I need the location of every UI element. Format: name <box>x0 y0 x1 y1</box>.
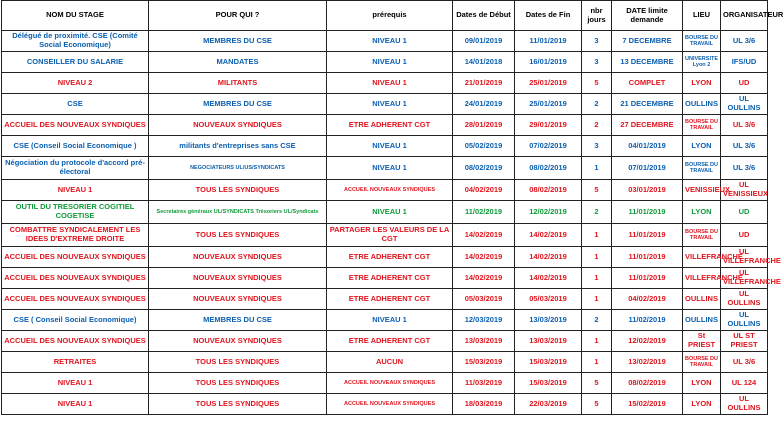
cell-prerequisite: ETRE ADHERENT CGT <box>327 289 453 310</box>
cell-start-date: 24/01/2019 <box>453 94 515 115</box>
cell-deadline: 13/02/2019 <box>612 352 683 373</box>
cell-end-date: 14/02/2019 <box>515 247 582 268</box>
cell-prerequisite: ETRE ADHERENT CGT <box>327 331 453 352</box>
cell-organizer: UL 3/6 <box>721 157 768 180</box>
cell-audience: militants d'entreprises sans CSE <box>149 136 327 157</box>
cell-stage-name: CSE (Conseil Social Economique ) <box>2 136 149 157</box>
cell-end-date: 13/03/2019 <box>515 331 582 352</box>
table-row <box>2 224 768 247</box>
cell-deadline: 21 DECEMBRE <box>612 94 683 115</box>
cell-audience: MEMBRES DU CSE <box>149 310 327 331</box>
cell-stage-name: NIVEAU 2 <box>2 73 149 94</box>
cell-location: BOURSE DU TRAVAIL <box>683 157 721 180</box>
cell-location: BOURSE DU TRAVAIL <box>683 31 721 52</box>
cell-deadline: 11/02/2019 <box>612 310 683 331</box>
cell-stage-name: CSE ( Conseil Social Economique) <box>2 310 149 331</box>
cell-prerequisite: AUCUN <box>327 352 453 373</box>
table-row <box>2 180 768 201</box>
cell-organizer: UL ST PRIEST <box>721 331 768 352</box>
cell-location: VILLEFRANCHE <box>683 247 721 268</box>
cell-organizer: UD <box>721 224 768 247</box>
cell-location: LYON <box>683 394 721 415</box>
table-row <box>2 394 768 415</box>
table-row <box>2 373 768 394</box>
table-row <box>2 352 768 373</box>
cell-stage-name: COMBATTRE SYNDICALEMENT LES IDEES D'EXTREME DROITE <box>2 224 149 247</box>
cell-organizer: UL VILLEFRANCHE <box>721 268 768 289</box>
cell-end-date: 12/02/2019 <box>515 201 582 224</box>
table-row <box>2 157 768 180</box>
cell-organizer: UL 3/6 <box>721 115 768 136</box>
cell-start-date: 18/03/2019 <box>453 394 515 415</box>
cell-start-date: 14/02/2019 <box>453 224 515 247</box>
cell-organizer: UL OULLINS <box>721 94 768 115</box>
cell-prerequisite: ACCUEIL NOUVEAUX SYNDIQUES <box>327 394 453 415</box>
table-row <box>2 115 768 136</box>
col-lieu: LIEU <box>683 1 721 31</box>
cell-stage-name: NIVEAU 1 <box>2 180 149 201</box>
cell-prerequisite: NIVEAU 1 <box>327 73 453 94</box>
col-pour-qui: POUR QUI ? <box>149 1 327 31</box>
col-nbr-jours: nbr jours <box>582 1 612 31</box>
cell-start-date: 12/03/2019 <box>453 310 515 331</box>
cell-prerequisite: ETRE ADHERENT CGT <box>327 115 453 136</box>
cell-deadline: 27 DECEMBRE <box>612 115 683 136</box>
cell-days: 2 <box>582 201 612 224</box>
cell-prerequisite: ETRE ADHERENT CGT <box>327 247 453 268</box>
cell-start-date: 05/03/2019 <box>453 289 515 310</box>
cell-location: OULLINS <box>683 310 721 331</box>
cell-stage-name: ACCUEIL DES NOUVEAUX SYNDIQUES <box>2 331 149 352</box>
cell-audience: TOUS LES SYNDIQUES <box>149 224 327 247</box>
header-row <box>2 1 768 31</box>
cell-end-date: 14/02/2019 <box>515 224 582 247</box>
cell-days: 1 <box>582 289 612 310</box>
cell-audience: TOUS LES SYNDIQUES <box>149 352 327 373</box>
cell-prerequisite: PARTAGER LES VALEURS DE LA CGT <box>327 224 453 247</box>
cell-location: LYON <box>683 73 721 94</box>
cell-stage-name: OUTIL DU TRESORIER COGITIEL COGETISE <box>2 201 149 224</box>
cell-stage-name: ACCUEIL DES NOUVEAUX SYNDIQUES <box>2 268 149 289</box>
cell-organizer: UL 3/6 <box>721 136 768 157</box>
cell-stage-name: NIVEAU 1 <box>2 373 149 394</box>
cell-end-date: 25/01/2019 <box>515 94 582 115</box>
cell-start-date: 13/03/2019 <box>453 331 515 352</box>
cell-days: 5 <box>582 73 612 94</box>
cell-days: 5 <box>582 394 612 415</box>
cell-deadline: 07/01/2019 <box>612 157 683 180</box>
cell-end-date: 15/03/2019 <box>515 373 582 394</box>
cell-organizer: UL 3/6 <box>721 31 768 52</box>
cell-days: 1 <box>582 157 612 180</box>
cell-end-date: 11/01/2019 <box>515 31 582 52</box>
cell-days: 1 <box>582 224 612 247</box>
cell-stage-name: CONSEILLER DU SALARIE <box>2 52 149 73</box>
cell-prerequisite: NIVEAU 1 <box>327 310 453 331</box>
cell-audience: TOUS LES SYNDIQUES <box>149 373 327 394</box>
cell-deadline: 11/01/2019 <box>612 247 683 268</box>
cell-prerequisite: ETRE ADHERENT CGT <box>327 268 453 289</box>
cell-start-date: 28/01/2019 <box>453 115 515 136</box>
cell-start-date: 14/02/2019 <box>453 247 515 268</box>
cell-audience: Secretaires généraux UL/SYNDICATS Trésoriers UL/Syndicats <box>149 201 327 224</box>
cell-deadline: 11/01/2019 <box>612 268 683 289</box>
cell-audience: TOUS LES SYNDIQUES <box>149 394 327 415</box>
table-row <box>2 289 768 310</box>
cell-prerequisite: ACCUEIL NOUVEAUX SYNDIQUES <box>327 180 453 201</box>
cell-organizer: UL 3/6 <box>721 352 768 373</box>
cell-organizer: UL VILLEFRANCHE <box>721 247 768 268</box>
cell-location: LYON <box>683 373 721 394</box>
cell-location: LYON <box>683 136 721 157</box>
cell-end-date: 07/02/2019 <box>515 136 582 157</box>
cell-end-date: 08/02/2019 <box>515 180 582 201</box>
cell-deadline: COMPLET <box>612 73 683 94</box>
col-organisateur: ORGANISATEUR <box>721 1 768 31</box>
cell-days: 1 <box>582 268 612 289</box>
cell-location: St PRIEST <box>683 331 721 352</box>
cell-organizer: UL 124 <box>721 373 768 394</box>
cell-days: 1 <box>582 331 612 352</box>
cell-start-date: 11/03/2019 <box>453 373 515 394</box>
cell-start-date: 14/01/2018 <box>453 52 515 73</box>
cell-start-date: 15/03/2019 <box>453 352 515 373</box>
cell-stage-name: Délégué de proximité. CSE (Comité Social Economique) <box>2 31 149 52</box>
cell-days: 5 <box>582 180 612 201</box>
cell-end-date: 08/02/2019 <box>515 157 582 180</box>
cell-prerequisite: NIVEAU 1 <box>327 201 453 224</box>
cell-stage-name: ACCUEIL DES NOUVEAUX SYNDIQUES <box>2 247 149 268</box>
table-row <box>2 201 768 224</box>
cell-stage-name: CSE <box>2 94 149 115</box>
cell-days: 1 <box>582 352 612 373</box>
cell-stage-name: RETRAITES <box>2 352 149 373</box>
cell-stage-name: ACCUEIL DES NOUVEAUX SYNDIQUES <box>2 115 149 136</box>
cell-audience: NOUVEAUX SYNDIQUES <box>149 289 327 310</box>
cell-organizer: UL VENISSIEUX <box>721 180 768 201</box>
cell-start-date: 09/01/2019 <box>453 31 515 52</box>
cell-start-date: 08/02/2019 <box>453 157 515 180</box>
cell-days: 3 <box>582 52 612 73</box>
cell-days: 5 <box>582 373 612 394</box>
cell-audience: TOUS LES SYNDIQUES <box>149 180 327 201</box>
cell-audience: NEGOCIATEURS UL/US/SYNDICATS <box>149 157 327 180</box>
cell-location: LYON <box>683 201 721 224</box>
cell-days: 2 <box>582 94 612 115</box>
cell-deadline: 15/02/2019 <box>612 394 683 415</box>
cell-location: OULLINS <box>683 289 721 310</box>
cell-audience: NOUVEAUX SYNDIQUES <box>149 268 327 289</box>
cell-prerequisite: NIVEAU 1 <box>327 94 453 115</box>
cell-location: BOURSE DU TRAVAIL <box>683 115 721 136</box>
cell-deadline: 03/01/2019 <box>612 180 683 201</box>
cell-start-date: 04/02/2019 <box>453 180 515 201</box>
cell-location: OULLINS <box>683 94 721 115</box>
cell-days: 2 <box>582 310 612 331</box>
cell-deadline: 12/02/2019 <box>612 331 683 352</box>
cell-prerequisite: NIVEAU 1 <box>327 157 453 180</box>
cell-location: BOURSE DU TRAVAIL <box>683 352 721 373</box>
cell-prerequisite: NIVEAU 1 <box>327 31 453 52</box>
cell-days: 1 <box>582 247 612 268</box>
cell-location: VENISSIEUX <box>683 180 721 201</box>
cell-organizer: UL OULLINS <box>721 310 768 331</box>
cell-start-date: 14/02/2019 <box>453 268 515 289</box>
cell-audience: NOUVEAUX SYNDIQUES <box>149 331 327 352</box>
cell-end-date: 22/03/2019 <box>515 394 582 415</box>
cell-deadline: 04/02/2019 <box>612 289 683 310</box>
cell-organizer: UD <box>721 73 768 94</box>
cell-organizer: UL OULLINS <box>721 289 768 310</box>
cell-location: VILLEFRANCHE <box>683 268 721 289</box>
cell-audience: NOUVEAUX SYNDIQUES <box>149 115 327 136</box>
cell-deadline: 7 DECEMBRE <box>612 31 683 52</box>
cell-location: BOURSE DU TRAVAIL <box>683 224 721 247</box>
cell-days: 3 <box>582 136 612 157</box>
cell-start-date: 21/01/2019 <box>453 73 515 94</box>
table-row <box>2 268 768 289</box>
cell-deadline: 13 DECEMBRE <box>612 52 683 73</box>
cell-end-date: 29/01/2019 <box>515 115 582 136</box>
cell-end-date: 05/03/2019 <box>515 289 582 310</box>
cell-end-date: 16/01/2019 <box>515 52 582 73</box>
cell-start-date: 11/02/2019 <box>453 201 515 224</box>
cell-end-date: 25/01/2019 <box>515 73 582 94</box>
cell-deadline: 04/01/2019 <box>612 136 683 157</box>
col-date-limite: DATE limite demande <box>612 1 683 31</box>
cell-organizer: UD <box>721 201 768 224</box>
cell-deadline: 11/01/2019 <box>612 201 683 224</box>
cell-deadline: 08/02/2019 <box>612 373 683 394</box>
table-row <box>2 94 768 115</box>
table-row <box>2 31 768 52</box>
cell-organizer: IFS/UD <box>721 52 768 73</box>
table-row <box>2 331 768 352</box>
table-row <box>2 52 768 73</box>
table-row <box>2 247 768 268</box>
cell-stage-name: ACCUEIL DES NOUVEAUX SYNDIQUES <box>2 289 149 310</box>
col-date-debut: Dates de Début <box>453 1 515 31</box>
cell-audience: MANDATES <box>149 52 327 73</box>
cell-stage-name: NIVEAU 1 <box>2 394 149 415</box>
col-prerequis: prérequis <box>327 1 453 31</box>
cell-audience: NOUVEAUX SYNDIQUES <box>149 247 327 268</box>
cell-organizer: UL OULLINS <box>721 394 768 415</box>
table-row <box>2 73 768 94</box>
cell-days: 2 <box>582 115 612 136</box>
cell-days: 3 <box>582 31 612 52</box>
cell-end-date: 14/02/2019 <box>515 268 582 289</box>
cell-stage-name: Négociation du protocole d'accord pré-électoral <box>2 157 149 180</box>
cell-prerequisite: NIVEAU 1 <box>327 136 453 157</box>
cell-end-date: 13/03/2019 <box>515 310 582 331</box>
cell-end-date: 15/03/2019 <box>515 352 582 373</box>
table-row <box>2 136 768 157</box>
cell-location: UNIVERSITE Lyon 2 <box>683 52 721 73</box>
cell-audience: MILITANTS <box>149 73 327 94</box>
cell-start-date: 05/02/2019 <box>453 136 515 157</box>
cell-audience: MEMBRES DU CSE <box>149 94 327 115</box>
training-schedule-table <box>1 0 783 415</box>
cell-prerequisite: ACCUEIL NOUVEAUX SYNDIQUES <box>327 373 453 394</box>
cell-audience: MEMBRES DU CSE <box>149 31 327 52</box>
col-nom-du-stage: NOM DU STAGE <box>2 1 149 31</box>
cell-deadline: 11/01/2019 <box>612 224 683 247</box>
table-row <box>2 310 768 331</box>
col-date-fin: Dates de Fin <box>515 1 582 31</box>
cell-prerequisite: NIVEAU 1 <box>327 52 453 73</box>
